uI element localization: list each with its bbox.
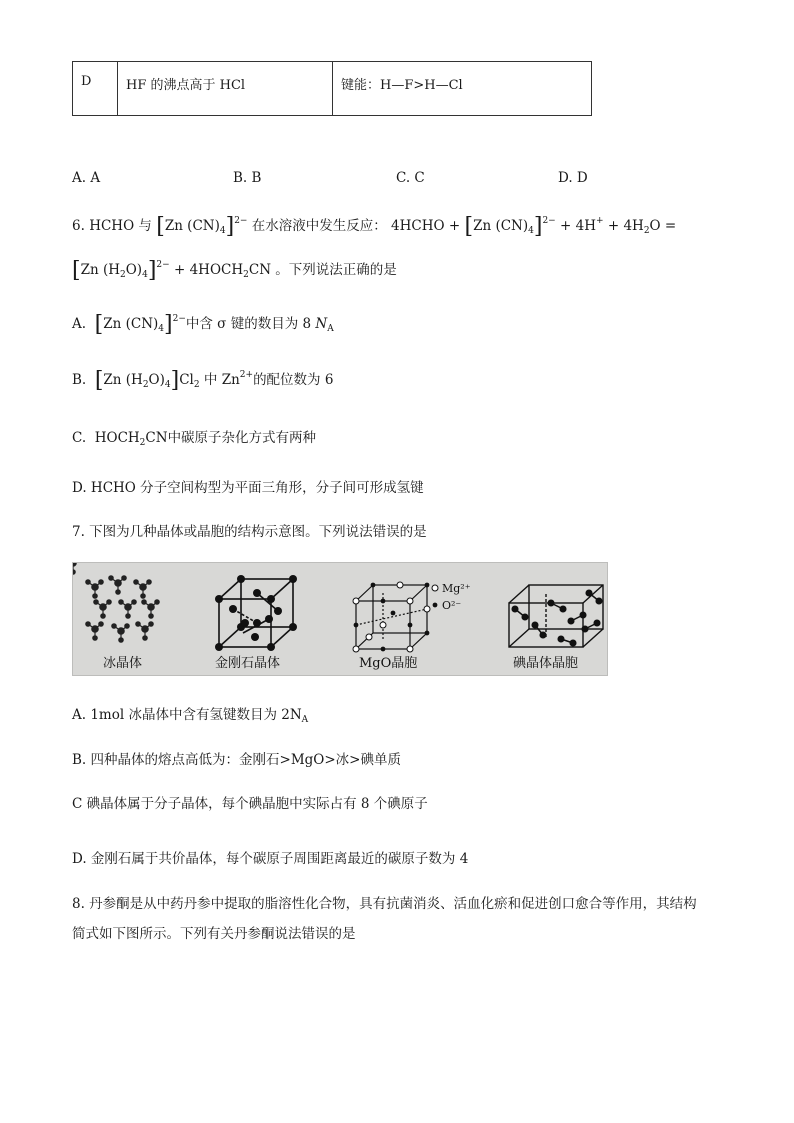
row-label: D: [73, 62, 118, 116]
q5-choice-a[interactable]: A. A: [72, 170, 101, 186]
caption-mgo: MgO晶胞: [359, 656, 418, 671]
q5-choice-c[interactable]: C. C: [396, 170, 425, 186]
q5-choice-d[interactable]: D. D: [558, 170, 588, 186]
legend-o-symbol: [433, 603, 438, 608]
q8-stem-line2: 简式如下图所示。下列有关丹参酮说法错误的是: [72, 926, 356, 942]
q6-option-d[interactable]: D. HCHO 分子空间构型为平面三角形，分子间可形成氢键: [72, 480, 424, 496]
caption-iodine: 碘晶体晶胞: [513, 656, 579, 671]
q7-option-b[interactable]: B. 四种晶体的熔点高低为：金刚石>MgO>冰>碘单质: [72, 752, 401, 768]
crystal-structures-figure: [72, 562, 608, 676]
q5-choice-b[interactable]: B. B: [233, 170, 262, 186]
q7-option-d[interactable]: D. 金刚石属于共价晶体，每个碳原子周围距离最近的碳原子数为 4: [72, 851, 469, 867]
q7-option-c[interactable]: C 碘晶体属于分子晶体，每个碘晶胞中实际占有 8 个碘原子: [72, 796, 428, 812]
q7-stem: 7. 下图为几种晶体或晶胞的结构示意图。下列说法错误的是: [72, 524, 427, 540]
q6-stem-line2: [Zn $(H_2O)_4]^{2-}$ + $4HOCH_2CN$ 。下列说法正确的是: [72, 258, 397, 283]
q6-option-c[interactable]: C. $HOCH_2CN$中碳原子杂化方式有两种: [72, 430, 317, 448]
q6-option-a[interactable]: A. [Zn $(CN)_4]^{2-}$中含 σ 键的数目为 8 $N_A$: [72, 312, 334, 337]
ice-crystal-diagram: [73, 563, 159, 642]
q6-option-b[interactable]: B. [Zn $(H_2O)_4]Cl_2$ 中 $Zn^{2+}$的配位数为 6: [72, 368, 334, 393]
answer-table-row-d: [72, 61, 592, 116]
legend-mg-symbol: [432, 585, 438, 591]
caption-diamond: 金刚石晶体: [215, 656, 281, 671]
row-phenomenon: HF 的沸点高于 HCl: [118, 62, 333, 116]
row-explanation: 键能：H—F>H—Cl: [333, 62, 592, 116]
q8-stem-line1: 8. 丹参酮是从中药丹参中提取的脂溶性化合物，具有抗菌消炎、活血化瘀和促进创口愈合等作用，其结构: [72, 896, 697, 912]
q6-stem-line1: 6. HCHO 与 [Zn $(CN)_4]^{2-}$ 在水溶液中发生反应： 4HCHO + [Zn $(CN)_4]^{2-} + 4H^+ + 4H_2O$ =: [72, 214, 677, 239]
legend-o-label: O²⁻: [442, 599, 462, 612]
legend-mg-label: Mg²⁺: [442, 582, 471, 595]
q7-option-a[interactable]: A. 1mol 冰晶体中含有氢键数目为 $2N_A$: [72, 707, 309, 725]
caption-ice: 冰晶体: [103, 656, 143, 671]
